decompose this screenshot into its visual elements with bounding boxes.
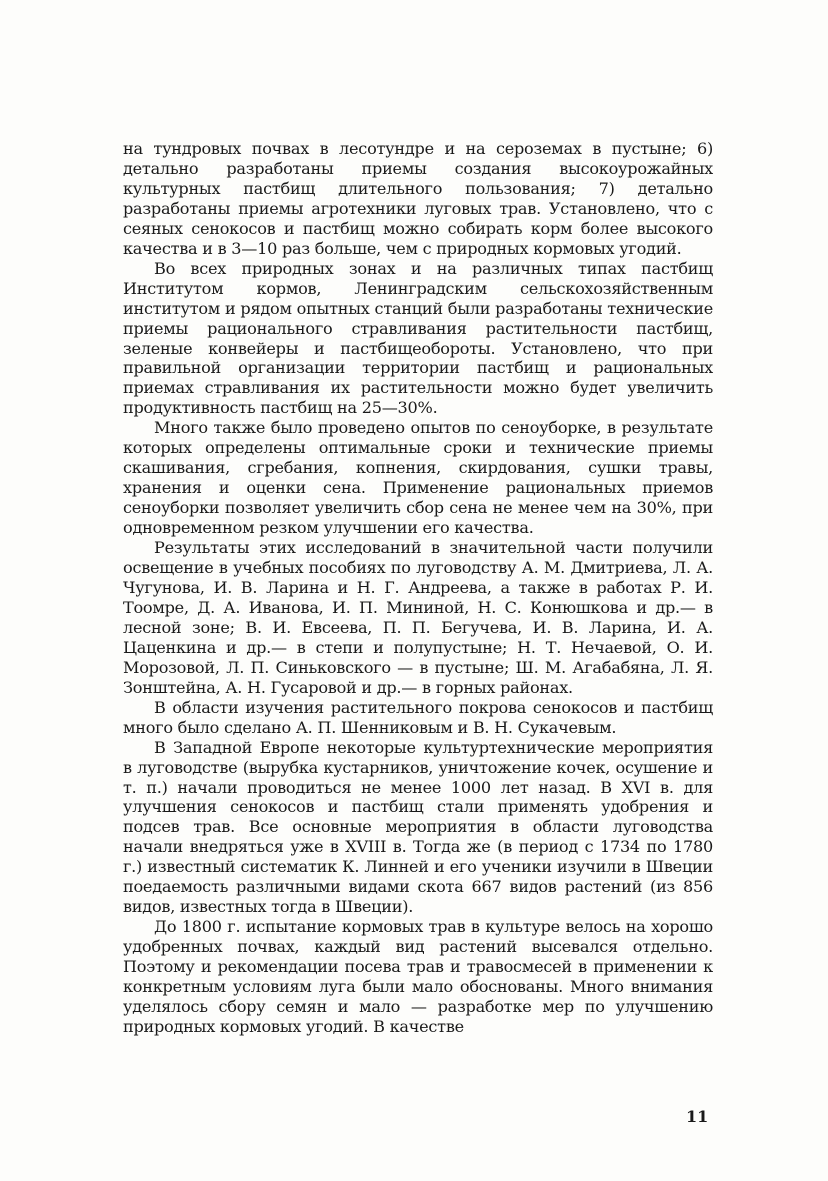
page-number: 11 <box>686 1107 709 1126</box>
paragraph-1: на тундровых почвах в лесотундре и на сероземах в пустыне; 6) детально разработаны приемы создания высокоурожайных культурных пастбищ длительного пользования; 7) детально разработаны приемы агротехники луговых трав. Установлено, что с сеяных сенокосов и пастбищ можно собирать корм более высокого качества и в 3—10 раз больше, чем с природных кормовых угодий. <box>123 139 713 258</box>
paragraph-2: Во всех природных зонах и на различных типах пастбищ Институтом кормов, Ленинградским сельскохозяйственным институтом и рядом опытных станций были разработаны технические приемы рационального стравливания растительности пастбищ, зеленые конвейеры и пастбищеобороты. Установлено, что при правильной организации территории пастбищ и рациональных приемах стравливания их растительности можно будет увеличить продуктивность пастбищ на 25—30%. <box>123 258 713 418</box>
body-text <box>123 139 713 1037</box>
paragraph-6: В Западной Европе некоторые культуртехнические мероприятия в луговодстве (вырубка кустарников, уничтожение кочек, осушение и т. п.) начали проводиться не менее 1000 лет назад. В XVI в. для улучшения сенокосов и пастбищ стали применять удобрения и подсев трав. Все основные мероприятия в области луговодства начали внедряться уже в XVIII в. Тогда же (в период с 1734 по 1780 г.) известный систематик К. Линней и его ученики изучили в Швеции поедаемость различными видами скота 667 видов растений (из 856 видов, известных тогда в Швеции). <box>123 737 713 917</box>
paragraph-7: До 1800 г. испытание кормовых трав в культуре велось на хорошо удобренных почвах, каждый вид растений высевался отдельно. Поэтому и рекомендации посева трав и травосмесей в применении к конкретным условиям луга были мало обоснованы. Много внимания уделялось сбору семян и мало — разработке мер по улучшению природных кормовых угодий. В качестве <box>123 917 713 1036</box>
paragraph-4: Результаты этих исследований в значительной части получили освещение в учебных пособиях по луговодству А. М. Дмитриева, Л. А. Чугунова, И. В. Ларина и Н. Г. Андреева, а также в работах Р. И. Тоомре, Д. А. Иванова, И. П. Мининой, Н. С. Конюшкова и др.— в лесной зоне; В. И. Евсеева, П. П. Бегучева, И. В. Ларина, И. А. Цаценкина и др.— в степи и полупустыне; Н. Т. Нечаевой, О. И. Морозовой, Л. П. Синьковского — в пустыне; Ш. М. Агабабяна, Л. Я. Зонштейна, А. Н. Гусаровой и др.— в горных районах. <box>123 538 713 697</box>
paragraph-5: В области изучения растительного покрова сенокосов и пастбищ много было сделано А. П. Шенниковым и В. Н. Сукачевым. <box>123 697 713 737</box>
paragraph-3: Много также было проведено опытов по сеноуборке, в результате которых определены оптимальные сроки и технические приемы скашивания, сгребания, копнения, скирдования, сушки травы, хранения и оценки сена. Применение рациональных приемов сеноуборки позволяет увеличить сбор сена не менее чем на 30%, при одновременном резком улучшении его качества. <box>123 418 713 538</box>
